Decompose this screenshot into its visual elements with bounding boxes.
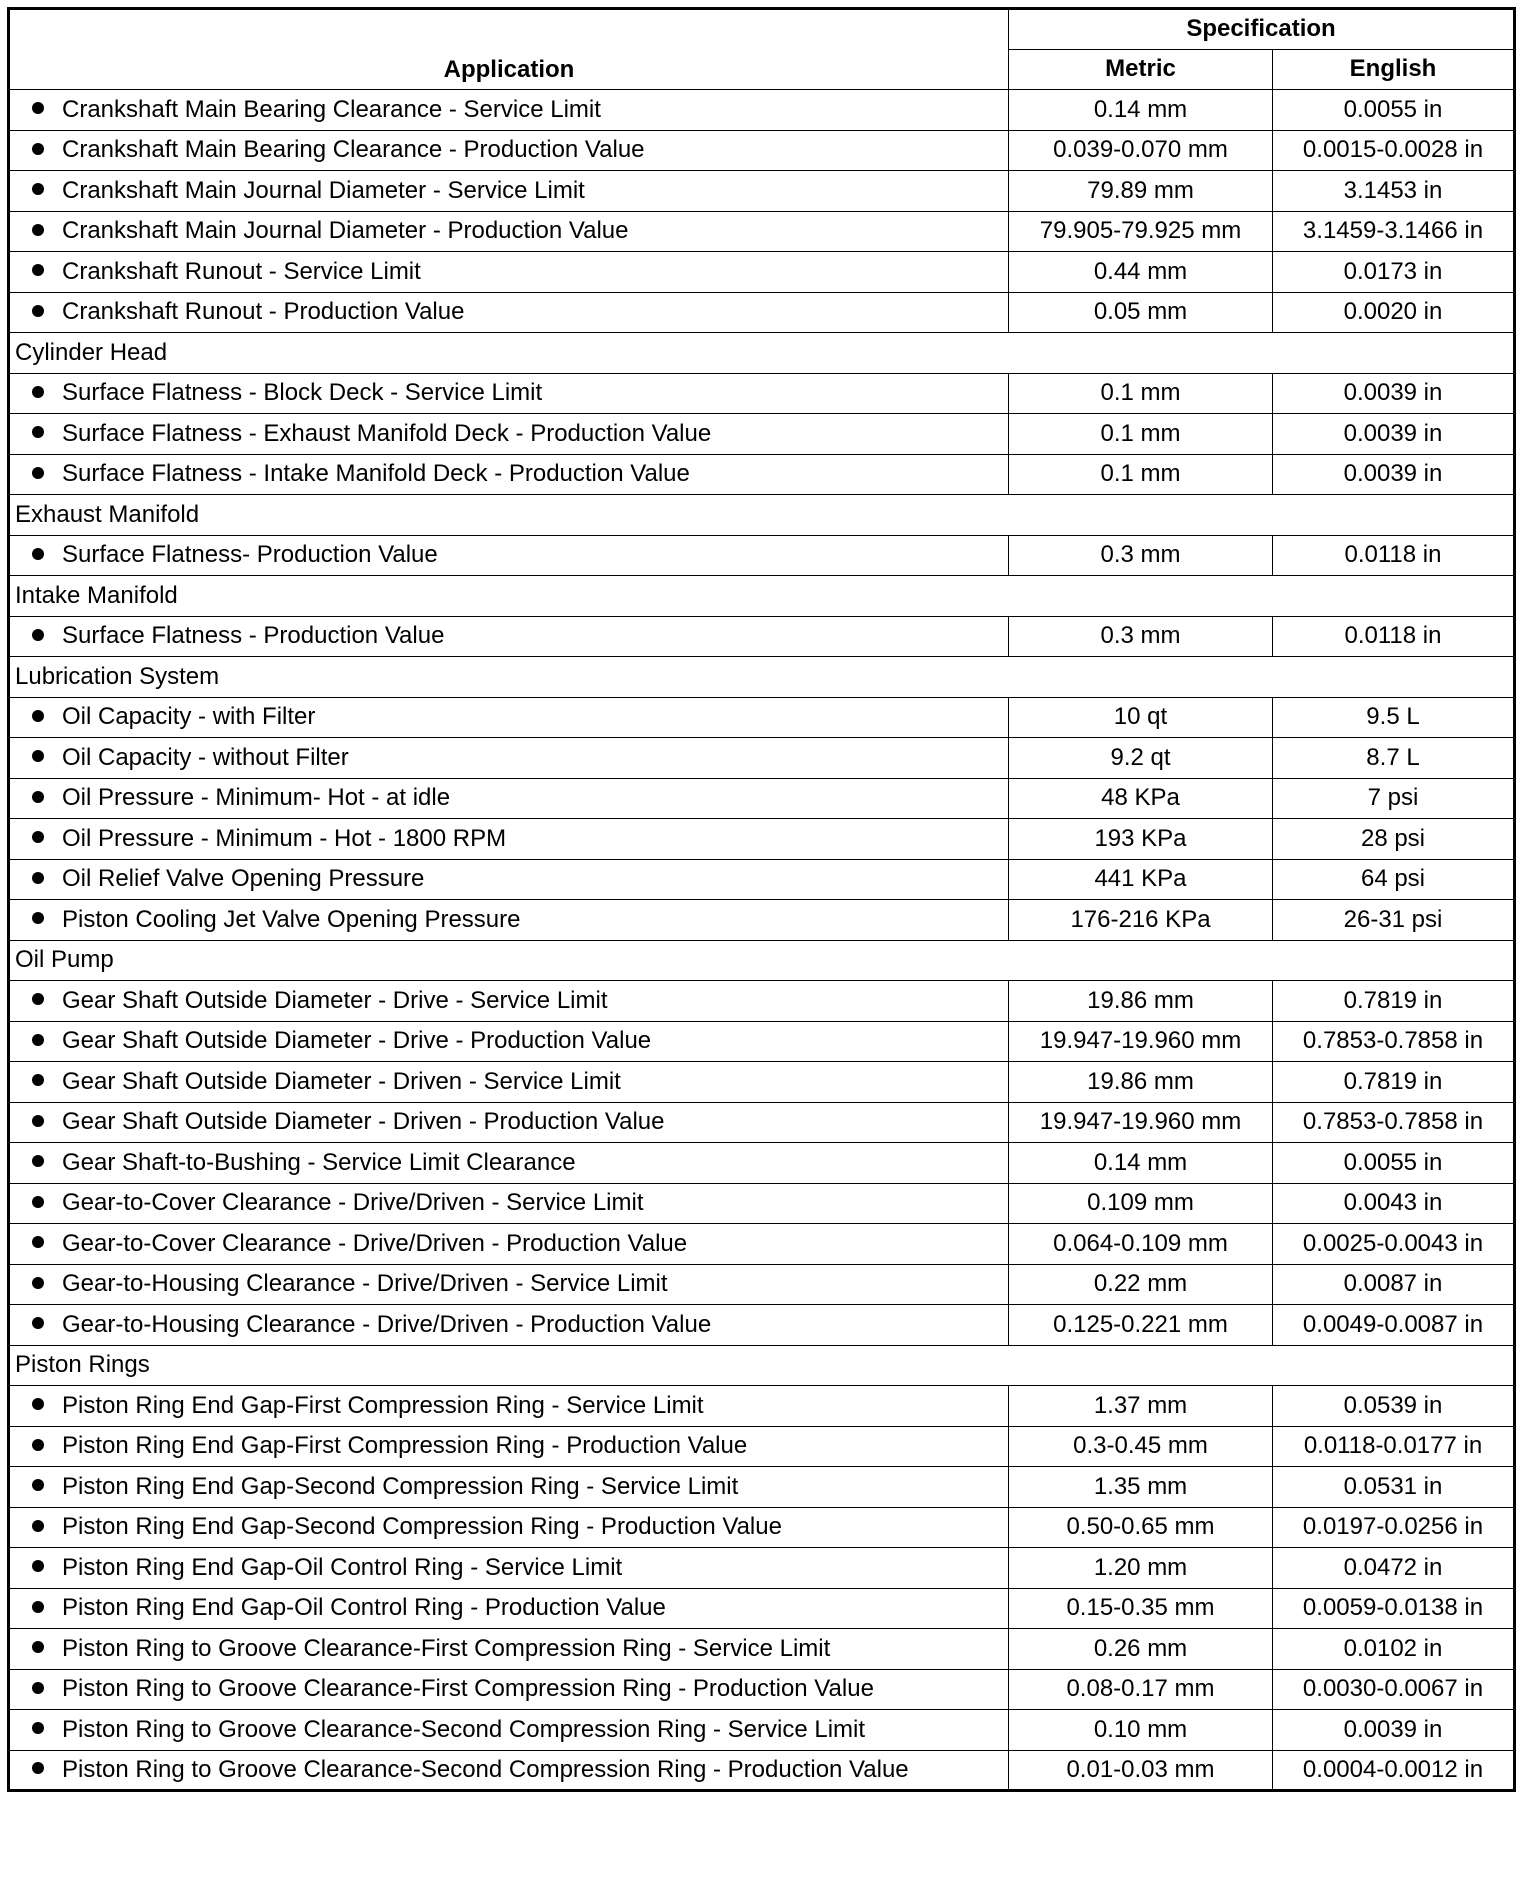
metric-value: 0.10 mm	[1009, 1710, 1273, 1751]
application-cell	[9, 1183, 1009, 1224]
application-cell	[9, 697, 1009, 738]
metric-value: 0.109 mm	[1009, 1183, 1273, 1224]
metric-value: 176-216 KPa	[1009, 900, 1273, 941]
application-cell	[9, 535, 1009, 576]
bullet-icon	[32, 791, 44, 803]
application-cell	[9, 292, 1009, 333]
application-cell	[9, 859, 1009, 900]
english-value: 0.0531 in	[1273, 1467, 1515, 1508]
table-row	[9, 454, 1515, 495]
application-label: Oil Capacity - with Filter	[62, 703, 316, 731]
bullet-icon	[32, 264, 44, 276]
metric-value: 0.05 mm	[1009, 292, 1273, 333]
metric-value: 79.89 mm	[1009, 171, 1273, 212]
metric-value: 0.3-0.45 mm	[1009, 1426, 1273, 1467]
section-title: Lubrication System	[9, 657, 1515, 698]
table-row	[9, 616, 1515, 657]
table-row	[9, 1183, 1515, 1224]
table-row	[9, 981, 1515, 1022]
application-label: Gear Shaft Outside Diameter - Drive - Service Limit	[62, 986, 608, 1014]
metric-value: 19.86 mm	[1009, 1062, 1273, 1103]
metric-value: 0.01-0.03 mm	[1009, 1750, 1273, 1791]
metric-value: 441 KPa	[1009, 859, 1273, 900]
section-row	[9, 495, 1515, 536]
application-cell	[9, 1305, 1009, 1346]
metric-value: 0.14 mm	[1009, 90, 1273, 131]
bullet-icon	[32, 1641, 44, 1653]
metric-value: 0.3 mm	[1009, 616, 1273, 657]
metric-value: 19.86 mm	[1009, 981, 1273, 1022]
application-label: Piston Ring End Gap-Second Compression Ring - Service Limit	[62, 1472, 739, 1500]
application-label: Crankshaft Main Bearing Clearance - Production Value	[62, 136, 645, 164]
application-cell	[9, 1548, 1009, 1589]
section-row	[9, 576, 1515, 617]
section-row	[9, 657, 1515, 698]
application-label: Piston Ring End Gap-First Compression Ring - Service Limit	[62, 1391, 704, 1419]
metric-value: 0.1 mm	[1009, 454, 1273, 495]
application-cell	[9, 1264, 1009, 1305]
bullet-icon	[32, 993, 44, 1005]
table-row	[9, 1386, 1515, 1427]
table-row	[9, 1102, 1515, 1143]
application-cell	[9, 1588, 1009, 1629]
english-value: 0.0030-0.0067 in	[1273, 1669, 1515, 1710]
table-body	[9, 90, 1515, 1791]
english-value: 3.1453 in	[1273, 171, 1515, 212]
bullet-icon	[32, 305, 44, 317]
application-cell	[9, 1629, 1009, 1670]
bullet-icon	[32, 548, 44, 560]
table-row	[9, 738, 1515, 779]
application-cell	[9, 90, 1009, 131]
application-label: Piston Ring to Groove Clearance-Second Compression Ring - Service Limit	[62, 1715, 866, 1743]
application-label: Gear-to-Cover Clearance - Drive/Driven - Production Value	[62, 1229, 688, 1257]
english-value: 0.7853-0.7858 in	[1273, 1021, 1515, 1062]
english-value: 28 psi	[1273, 819, 1515, 860]
application-label: Surface Flatness - Production Value	[62, 622, 445, 650]
application-label: Gear Shaft-to-Bushing - Service Limit Clearance	[62, 1148, 576, 1176]
table-row	[9, 1021, 1515, 1062]
metric-value: 0.15-0.35 mm	[1009, 1588, 1273, 1629]
application-label: Piston Ring End Gap-First Compression Ring - Production Value	[62, 1432, 748, 1460]
english-value: 0.0059-0.0138 in	[1273, 1588, 1515, 1629]
metric-value: 1.37 mm	[1009, 1386, 1273, 1427]
application-label: Crankshaft Main Journal Diameter - Service Limit	[62, 176, 585, 204]
english-value: 0.0087 in	[1273, 1264, 1515, 1305]
bullet-icon	[32, 1034, 44, 1046]
bullet-icon	[32, 1601, 44, 1613]
bullet-icon	[32, 1074, 44, 1086]
bullet-icon	[32, 872, 44, 884]
english-value: 0.0118 in	[1273, 616, 1515, 657]
english-value: 64 psi	[1273, 859, 1515, 900]
application-label: Gear-to-Cover Clearance - Drive/Driven - Service Limit	[62, 1189, 644, 1217]
english-value: 0.0004-0.0012 in	[1273, 1750, 1515, 1791]
metric-value: 1.35 mm	[1009, 1467, 1273, 1508]
table-row	[9, 373, 1515, 414]
english-value: 0.0055 in	[1273, 1143, 1515, 1184]
section-row	[9, 333, 1515, 374]
english-value: 0.0197-0.0256 in	[1273, 1507, 1515, 1548]
bullet-icon	[32, 1439, 44, 1451]
application-cell	[9, 778, 1009, 819]
metric-value: 19.947-19.960 mm	[1009, 1102, 1273, 1143]
metric-value: 193 KPa	[1009, 819, 1273, 860]
english-value: 0.0173 in	[1273, 252, 1515, 293]
application-label: Gear-to-Housing Clearance - Drive/Driven - Service Limit	[62, 1270, 668, 1298]
application-label: Piston Ring End Gap-Oil Control Ring - Production Value	[62, 1594, 666, 1622]
metric-value: 48 KPa	[1009, 778, 1273, 819]
english-value: 26-31 psi	[1273, 900, 1515, 941]
bullet-icon	[32, 1155, 44, 1167]
english-value: 0.0039 in	[1273, 414, 1515, 455]
application-label: Surface Flatness - Exhaust Manifold Deck - Production Value	[62, 419, 712, 447]
bullet-icon	[32, 183, 44, 195]
english-value: 9.5 L	[1273, 697, 1515, 738]
metric-value: 0.14 mm	[1009, 1143, 1273, 1184]
metric-value: 0.125-0.221 mm	[1009, 1305, 1273, 1346]
english-value: 0.7819 in	[1273, 1062, 1515, 1103]
section-title: Intake Manifold	[9, 576, 1515, 617]
application-cell	[9, 1750, 1009, 1791]
metric-value: 0.039-0.070 mm	[1009, 130, 1273, 171]
metric-value: 1.20 mm	[1009, 1548, 1273, 1589]
metric-value: 0.1 mm	[1009, 414, 1273, 455]
application-label: Oil Pressure - Minimum- Hot - at idle	[62, 784, 451, 812]
metric-value: 10 qt	[1009, 697, 1273, 738]
application-cell	[9, 738, 1009, 779]
english-value: 0.0539 in	[1273, 1386, 1515, 1427]
metric-value: 79.905-79.925 mm	[1009, 211, 1273, 252]
application-cell	[9, 1224, 1009, 1265]
application-cell	[9, 1386, 1009, 1427]
bullet-icon	[32, 1317, 44, 1329]
application-label: Crankshaft Main Journal Diameter - Production Value	[62, 217, 629, 245]
application-cell	[9, 1021, 1009, 1062]
table-row	[9, 211, 1515, 252]
application-label: Oil Relief Valve Opening Pressure	[62, 865, 425, 893]
bullet-icon	[32, 102, 44, 114]
table-row	[9, 1629, 1515, 1670]
section-row	[9, 940, 1515, 981]
bullet-icon	[32, 426, 44, 438]
application-cell	[9, 1143, 1009, 1184]
metric-value: 9.2 qt	[1009, 738, 1273, 779]
bullet-icon	[32, 224, 44, 236]
specification-table	[7, 7, 1516, 1792]
application-label: Surface Flatness - Block Deck - Service Limit	[62, 379, 543, 407]
metric-value: 0.3 mm	[1009, 535, 1273, 576]
application-cell	[9, 211, 1009, 252]
table-row	[9, 414, 1515, 455]
table-row	[9, 1426, 1515, 1467]
application-label: Surface Flatness- Production Value	[62, 541, 438, 569]
application-cell	[9, 981, 1009, 1022]
english-value: 0.0102 in	[1273, 1629, 1515, 1670]
english-value: 0.0049-0.0087 in	[1273, 1305, 1515, 1346]
table-row	[9, 535, 1515, 576]
application-label: Piston Cooling Jet Valve Opening Pressure	[62, 905, 521, 933]
application-cell	[9, 1507, 1009, 1548]
table-row	[9, 1062, 1515, 1103]
bullet-icon	[32, 912, 44, 924]
application-cell	[9, 1102, 1009, 1143]
bullet-icon	[32, 1560, 44, 1572]
section-row	[9, 1345, 1515, 1386]
metric-value: 0.08-0.17 mm	[1009, 1669, 1273, 1710]
bullet-icon	[32, 831, 44, 843]
application-cell	[9, 1669, 1009, 1710]
bullet-icon	[32, 1115, 44, 1127]
bullet-icon	[32, 1479, 44, 1491]
bullet-icon	[32, 1398, 44, 1410]
application-cell	[9, 1062, 1009, 1103]
english-value: 0.7853-0.7858 in	[1273, 1102, 1515, 1143]
application-label: Gear-to-Housing Clearance - Drive/Driven - Production Value	[62, 1310, 712, 1338]
english-value: 8.7 L	[1273, 738, 1515, 779]
table-row	[9, 1143, 1515, 1184]
table-row	[9, 171, 1515, 212]
bullet-icon	[32, 1520, 44, 1532]
bullet-icon	[32, 1277, 44, 1289]
metric-value: 19.947-19.960 mm	[1009, 1021, 1273, 1062]
bullet-icon	[32, 1682, 44, 1694]
application-cell	[9, 819, 1009, 860]
english-value: 0.0039 in	[1273, 1710, 1515, 1751]
english-value: 0.0039 in	[1273, 373, 1515, 414]
english-value: 7 psi	[1273, 778, 1515, 819]
application-label: Piston Ring to Groove Clearance-First Compression Ring - Production Value	[62, 1675, 874, 1703]
application-cell	[9, 171, 1009, 212]
table-row	[9, 130, 1515, 171]
application-cell	[9, 1426, 1009, 1467]
table-row	[9, 252, 1515, 293]
section-title: Cylinder Head	[9, 333, 1515, 374]
bullet-icon	[32, 1762, 44, 1774]
application-cell	[9, 454, 1009, 495]
application-label: Gear Shaft Outside Diameter - Drive - Production Value	[62, 1027, 652, 1055]
bullet-icon	[32, 467, 44, 479]
table-row	[9, 900, 1515, 941]
table-row	[9, 697, 1515, 738]
application-cell	[9, 1710, 1009, 1751]
english-value: 0.0043 in	[1273, 1183, 1515, 1224]
english-value: 0.0015-0.0028 in	[1273, 130, 1515, 171]
metric-value: 0.26 mm	[1009, 1629, 1273, 1670]
application-cell	[9, 616, 1009, 657]
english-value: 0.0020 in	[1273, 292, 1515, 333]
application-label: Surface Flatness - Intake Manifold Deck - Production Value	[62, 460, 690, 488]
application-label: Piston Ring to Groove Clearance-Second Compression Ring - Production Value	[62, 1755, 909, 1783]
english-value: 0.0025-0.0043 in	[1273, 1224, 1515, 1265]
application-label: Oil Capacity - without Filter	[62, 743, 349, 771]
table-row	[9, 1669, 1515, 1710]
application-label: Piston Ring to Groove Clearance-First Compression Ring - Service Limit	[62, 1634, 831, 1662]
table-row	[9, 1750, 1515, 1791]
metric-value: 0.1 mm	[1009, 373, 1273, 414]
application-cell	[9, 130, 1009, 171]
table-row	[9, 1264, 1515, 1305]
metric-header: Metric	[1009, 49, 1273, 90]
english-value: 0.0039 in	[1273, 454, 1515, 495]
bullet-icon	[32, 1722, 44, 1734]
section-title: Piston Rings	[9, 1345, 1515, 1386]
english-value: 0.0055 in	[1273, 90, 1515, 131]
metric-value: 0.22 mm	[1009, 1264, 1273, 1305]
specification-header: Specification	[1009, 9, 1515, 50]
bullet-icon	[32, 386, 44, 398]
application-label: Crankshaft Main Bearing Clearance - Service Limit	[62, 95, 601, 123]
application-cell	[9, 252, 1009, 293]
application-label: Piston Ring End Gap-Second Compression Ring - Production Value	[62, 1513, 782, 1541]
application-cell	[9, 900, 1009, 941]
application-cell	[9, 1467, 1009, 1508]
header-row-top	[9, 9, 1515, 50]
bullet-icon	[32, 710, 44, 722]
table-row	[9, 1224, 1515, 1265]
table-row	[9, 1305, 1515, 1346]
table-header	[9, 9, 1515, 90]
table-row	[9, 778, 1515, 819]
bullet-icon	[32, 1196, 44, 1208]
english-value: 0.0118 in	[1273, 535, 1515, 576]
application-label: Piston Ring End Gap-Oil Control Ring - Service Limit	[62, 1553, 623, 1581]
application-label: Gear Shaft Outside Diameter - Driven - Service Limit	[62, 1067, 621, 1095]
application-cell	[9, 414, 1009, 455]
bullet-icon	[32, 750, 44, 762]
table-row	[9, 90, 1515, 131]
application-cell	[9, 373, 1009, 414]
table-row	[9, 1507, 1515, 1548]
table-row	[9, 1467, 1515, 1508]
english-header: English	[1273, 49, 1515, 90]
table-row	[9, 1548, 1515, 1589]
table-row	[9, 1588, 1515, 1629]
application-label: Oil Pressure - Minimum - Hot - 1800 RPM	[62, 824, 507, 852]
application-header: Application	[9, 9, 1009, 90]
metric-value: 0.50-0.65 mm	[1009, 1507, 1273, 1548]
metric-value: 0.064-0.109 mm	[1009, 1224, 1273, 1265]
metric-value: 0.44 mm	[1009, 252, 1273, 293]
english-value: 0.0118-0.0177 in	[1273, 1426, 1515, 1467]
english-value: 0.0472 in	[1273, 1548, 1515, 1589]
table-row	[9, 292, 1515, 333]
table-row	[9, 859, 1515, 900]
bullet-icon	[32, 1236, 44, 1248]
table-row	[9, 819, 1515, 860]
application-label: Crankshaft Runout - Production Value	[62, 298, 465, 326]
english-value: 3.1459-3.1466 in	[1273, 211, 1515, 252]
table-row	[9, 1710, 1515, 1751]
section-title: Oil Pump	[9, 940, 1515, 981]
bullet-icon	[32, 629, 44, 641]
application-label: Crankshaft Runout - Service Limit	[62, 257, 421, 285]
application-label: Gear Shaft Outside Diameter - Driven - Production Value	[62, 1108, 665, 1136]
english-value: 0.7819 in	[1273, 981, 1515, 1022]
section-title: Exhaust Manifold	[9, 495, 1515, 536]
bullet-icon	[32, 143, 44, 155]
